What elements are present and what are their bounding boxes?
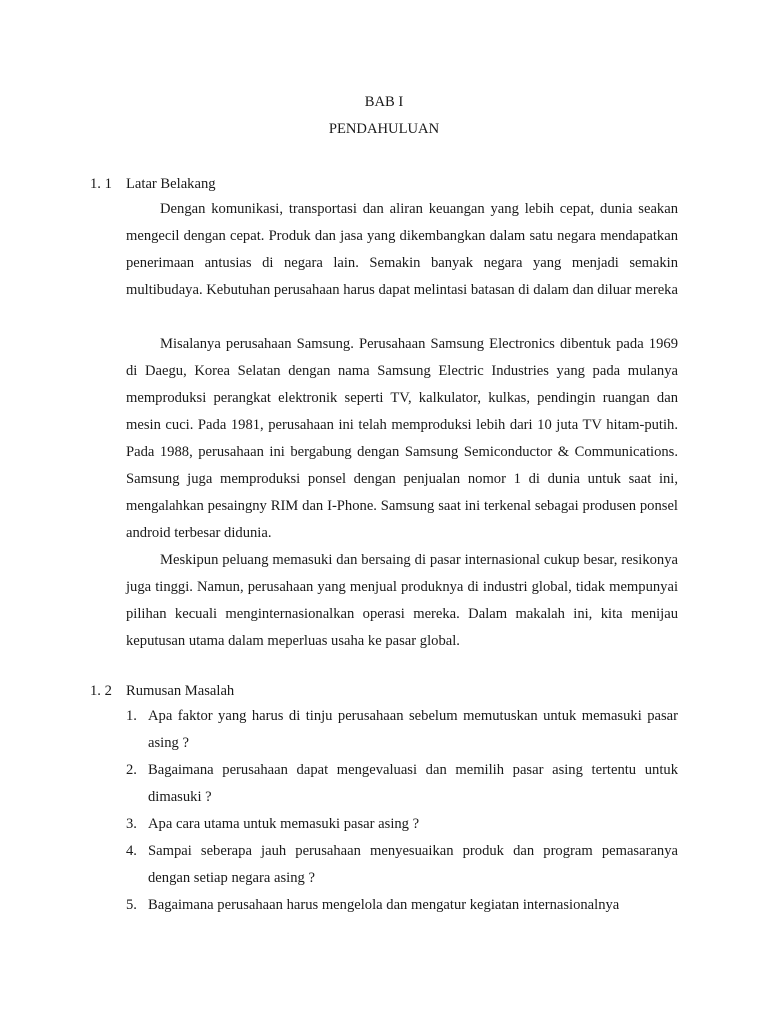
list-item: [126, 757, 678, 811]
list-item-text: Sampai seberapa jauh perusahaan menyesuaikan produk dan program pemasaranya dengan setiap negara asing ?: [148, 843, 678, 886]
section-title: Latar Belakang: [126, 176, 216, 192]
list-item-text: Apa faktor yang harus di tinju perusahaan sebelum memutuskan untuk memasuki pasar asing ?: [148, 708, 678, 751]
paragraph-2: Misalanya perusahaan Samsung. Perusahaan Samsung Electronics dibentuk pada 1969 di Daegu, Korea Selatan dengan nama Samsung Electric Industries yang pada mulanya memproduksi perangkat elektronik seperti TV, kalkulator, kulkas, pendingin ruangan dan mesin cuci. Pada 1981, perusahaan ini telah memproduksi lebih dari 10 juta TV hitam-putih. Pada 1988, perusahaan ini bergabung dengan Samsung Semiconductor & Communications. Samsung juga memproduksi ponsel dengan penjualan nomor 1 di dunia untuk saat ini, mengalahkan pesaingny RIM dan I-Phone. Samsung saat ini terkenal sebagai produsen ponsel android terbesar didunia.: [126, 336, 678, 541]
paragraph-1: Dengan komunikasi, transportasi dan aliran keuangan yang lebih cepat, dunia seakan mengecil dengan cepat. Produk dan jasa yang dikembangkan dalam satu negara mendapatkan penerimaan antusias di negara lain. Semakin banyak negara yang menjadi semakin multibudaya. Kebutuhan perusahaan harus dapat melintasi batasan di dalam dan diluar mereka: [126, 201, 678, 298]
list-marker: 5.: [126, 897, 137, 913]
chapter-title: PENDAHULUAN: [328, 121, 440, 137]
problem-list: [126, 703, 678, 919]
list-marker: 2.: [126, 762, 137, 778]
list-item-text: Bagaimana perusahaan harus mengelola dan mengatur kegiatan internasionalnya: [148, 897, 620, 913]
list-item-text: Bagaimana perusahaan dapat mengevaluasi dan memilih pasar asing tertentu untuk dimasuki ?: [148, 762, 678, 805]
section-heading-rumusan-masalah: [90, 682, 234, 700]
list-item: [126, 838, 678, 892]
list-marker: 1.: [126, 708, 137, 724]
chapter-label: BAB I: [364, 94, 404, 110]
list-item: [126, 703, 678, 757]
section-heading-latar-belakang: [90, 175, 216, 193]
section-number: 1. 2: [90, 683, 112, 699]
list-marker: 3.: [126, 816, 137, 832]
list-item: [126, 892, 678, 919]
list-item: [126, 811, 678, 838]
section-number: 1. 1: [90, 176, 112, 192]
list-item-text: Apa cara utama untuk memasuki pasar asing ?: [148, 816, 420, 832]
section-title: Rumusan Masalah: [126, 683, 235, 699]
list-marker: 4.: [126, 843, 137, 859]
paragraph-3: Meskipun peluang memasuki dan bersaing di pasar internasional cukup besar, resikonya juga tinggi. Namun, perusahaan yang menjual produknya di industri global, tidak mempunyai pilihan kecuali menginternasionalkan operasi mereka. Dalam makalah ini, kita menijau keputusan utama dalam meperluas usaha ke pasar global.: [126, 552, 678, 649]
